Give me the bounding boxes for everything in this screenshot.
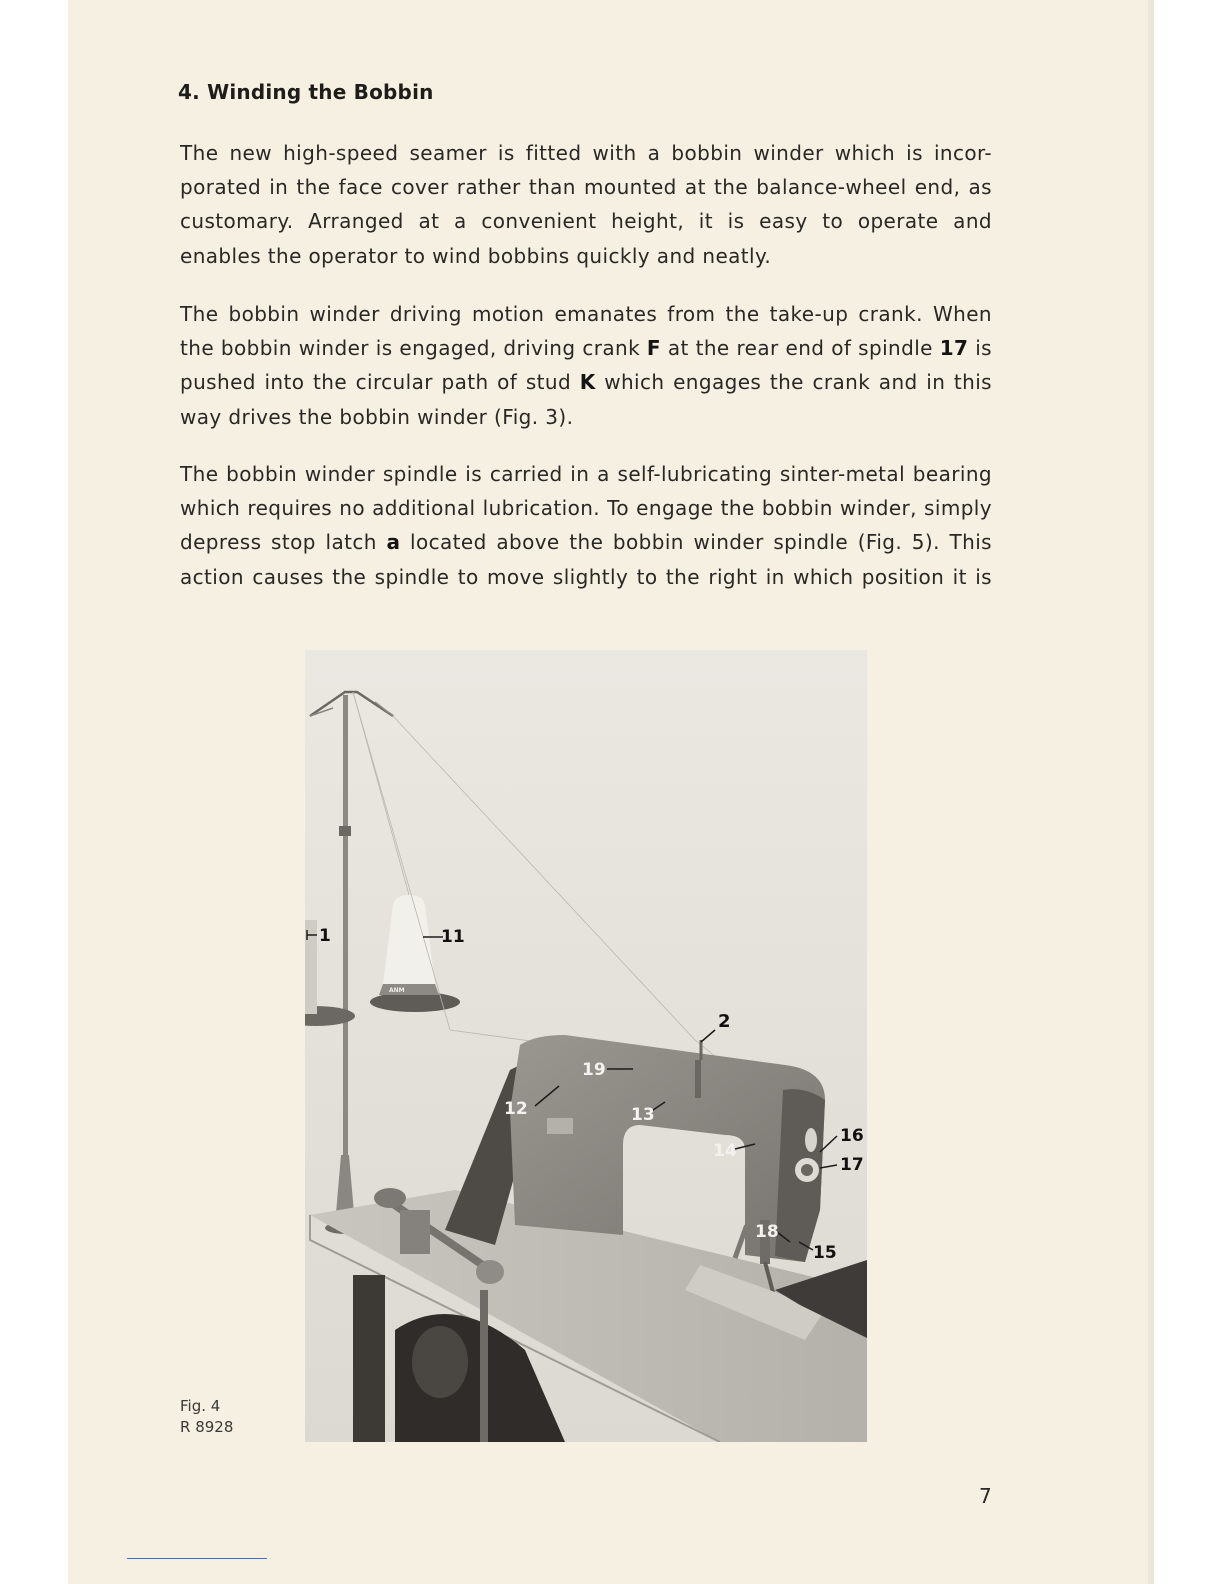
callout-19: 19 xyxy=(582,1060,606,1080)
ref-crank-f: F xyxy=(646,336,661,361)
callout-17: 17 xyxy=(840,1155,864,1175)
callout-13: 13 xyxy=(631,1105,655,1125)
paragraph-2-text: at the rear end of spindle xyxy=(660,336,940,361)
ref-spindle-17: 17 xyxy=(939,336,969,361)
paragraph-2-text: The bobbin winder driving motion emanates from the take-up crank. When the bobbin winder is engaged, driving crank xyxy=(180,302,992,361)
callout-14: 14 xyxy=(713,1141,737,1161)
figure-4-photo xyxy=(305,650,867,1442)
figure-reference: R 8928 xyxy=(180,1418,234,1436)
page-edge xyxy=(1148,0,1154,1584)
callout-16: 16 xyxy=(840,1126,864,1146)
ref-stop-latch-a: a xyxy=(386,530,401,555)
paragraph-3 xyxy=(180,457,992,594)
section-heading: 4. Winding the Bobbin xyxy=(178,80,434,104)
paragraph-1-text: The new high-speed seamer is fitted with a bobbin winder which is incor-porated in the face cover rather than mounted at the balance-wheel end, as customary. Arranged at a convenient height, it is easy to operate and enables the operator to wind bobbins quickly and neatly. xyxy=(180,141,992,268)
callout-11: 11 xyxy=(441,927,465,947)
figure-caption xyxy=(180,1396,233,1438)
callout-18: 18 xyxy=(755,1222,779,1242)
paragraph-3-text: The bobbin winder spindle is carried in a self-lubricating sinter-metal bearing which requires no additional lubrication. To engage the bobbin winder, simply depress stop latch xyxy=(180,462,992,555)
figure-label: Fig. 4 xyxy=(180,1397,221,1415)
paragraph-2-text: which engages the crank and in this way drives the bobbin winder (Fig. 3). xyxy=(180,370,992,429)
callout-2: 2 xyxy=(718,1011,731,1032)
callout-12: 12 xyxy=(504,1099,528,1119)
callout-15: 15 xyxy=(813,1243,837,1263)
page-number: 7 xyxy=(979,1484,992,1508)
paragraph-2 xyxy=(180,297,992,434)
ref-stud-k: K xyxy=(579,370,596,395)
paragraph-2-text: is pushed into the circular path of stud xyxy=(180,336,992,395)
callout-1: 1 xyxy=(319,926,331,946)
spool-label: ANM xyxy=(389,987,405,994)
footer-link-underline[interactable] xyxy=(127,1558,267,1559)
paragraph-3-text: located above the bobbin winder spindle (Fig. 5). This action causes the spindle to move slightly to the right in which position it is xyxy=(180,530,992,589)
paragraph-1 xyxy=(180,136,992,273)
